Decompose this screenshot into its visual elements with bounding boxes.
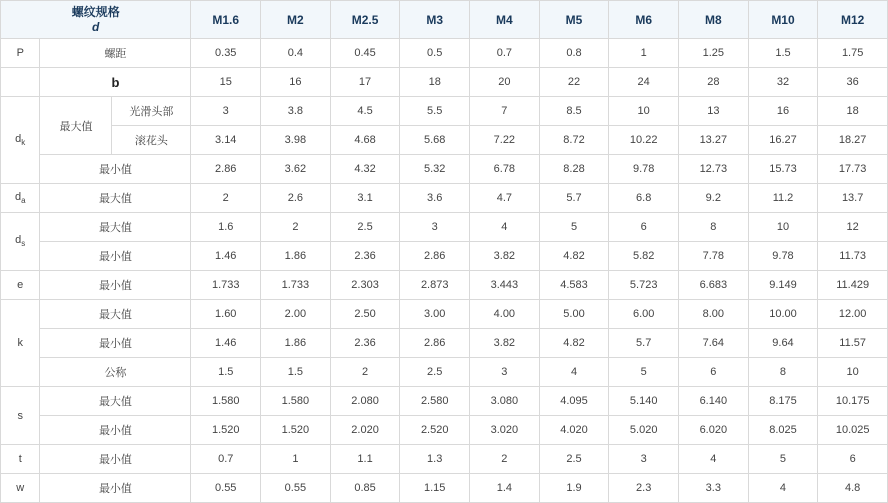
cell-value: 6.78	[470, 155, 540, 184]
table-row	[1, 39, 888, 68]
cell-value: 8.28	[539, 155, 609, 184]
table-row	[1, 97, 888, 126]
cell-value: 16	[748, 97, 818, 126]
row-sublabel: 最大值	[40, 184, 191, 213]
cell-value: 4.020	[539, 416, 609, 445]
cell-value: 11.57	[818, 329, 888, 358]
table-row	[1, 445, 888, 474]
cell-value: 4.82	[539, 242, 609, 271]
header-size-m6: M6	[609, 1, 679, 39]
row-group-label: 最大值	[40, 97, 112, 155]
cell-value: 17	[330, 68, 400, 97]
cell-value: 2	[330, 358, 400, 387]
row-label: t	[1, 445, 40, 474]
row-sublabel: 最大值	[40, 213, 191, 242]
cell-value: 4	[679, 445, 749, 474]
cell-value: 4.7	[470, 184, 540, 213]
row-sublabel: 最小值	[40, 445, 191, 474]
cell-value: 1.86	[261, 242, 331, 271]
row-label: w	[1, 474, 40, 503]
cell-value: 0.5	[400, 39, 470, 68]
cell-value: 4.82	[539, 329, 609, 358]
cell-value: 3.6	[400, 184, 470, 213]
cell-value: 18.27	[818, 126, 888, 155]
table-row	[1, 155, 888, 184]
row-label: k	[1, 300, 40, 387]
cell-value: 17.73	[818, 155, 888, 184]
row-sublabel: 最小值	[40, 329, 191, 358]
table-row	[1, 271, 888, 300]
row-sublabel: 最小值	[40, 271, 191, 300]
cell-value: 1.4	[470, 474, 540, 503]
cell-value: 6.683	[679, 271, 749, 300]
row-sublabel: 最大值	[40, 387, 191, 416]
cell-value: 11.73	[818, 242, 888, 271]
cell-value: 4.00	[470, 300, 540, 329]
cell-value: 2.6	[261, 184, 331, 213]
cell-value: 11.2	[748, 184, 818, 213]
cell-value: 4.68	[330, 126, 400, 155]
cell-value: 10.00	[748, 300, 818, 329]
cell-value: 3.3	[679, 474, 749, 503]
cell-value: 2.3	[609, 474, 679, 503]
cell-value: 7.78	[679, 242, 749, 271]
cell-value: 6	[609, 213, 679, 242]
header-size-m12: M12	[818, 1, 888, 39]
cell-value: 11.429	[818, 271, 888, 300]
cell-value: 10.025	[818, 416, 888, 445]
cell-value: 2.86	[400, 329, 470, 358]
cell-value: 2.36	[330, 329, 400, 358]
cell-value: 4.583	[539, 271, 609, 300]
cell-value: 9.78	[748, 242, 818, 271]
cell-value: 1.75	[818, 39, 888, 68]
row-label: s	[1, 387, 40, 445]
cell-value: 4.32	[330, 155, 400, 184]
table-row	[1, 358, 888, 387]
cell-value: 5.020	[609, 416, 679, 445]
cell-value: 12	[818, 213, 888, 242]
cell-value: 6.00	[609, 300, 679, 329]
row-label	[1, 68, 40, 97]
cell-value: 3.14	[191, 126, 261, 155]
cell-value: 13.27	[679, 126, 749, 155]
header-size-m5: M5	[539, 1, 609, 39]
cell-value: 0.4	[261, 39, 331, 68]
cell-value: 1.5	[191, 358, 261, 387]
cell-value: 10	[818, 358, 888, 387]
row-sublabel: 最小值	[40, 416, 191, 445]
cell-value: 13	[679, 97, 749, 126]
cell-value: 18	[400, 68, 470, 97]
cell-value: 6.140	[679, 387, 749, 416]
cell-value: 1.9	[539, 474, 609, 503]
table-header	[1, 1, 888, 39]
cell-value: 5	[539, 213, 609, 242]
cell-value: 1.15	[400, 474, 470, 503]
cell-value: 4	[748, 474, 818, 503]
header-size-m10: M10	[748, 1, 818, 39]
cell-value: 2.36	[330, 242, 400, 271]
cell-value: 36	[818, 68, 888, 97]
cell-value: 1.60	[191, 300, 261, 329]
header-size-m2: M2	[261, 1, 331, 39]
cell-value: 9.2	[679, 184, 749, 213]
cell-value: 8	[748, 358, 818, 387]
cell-value: 15	[191, 68, 261, 97]
cell-value: 6.8	[609, 184, 679, 213]
cell-value: 10.22	[609, 126, 679, 155]
cell-value: 9.149	[748, 271, 818, 300]
cell-value: 1.5	[261, 358, 331, 387]
row-sublabel: 最小值	[40, 155, 191, 184]
cell-value: 24	[609, 68, 679, 97]
row-sublabel: 螺距	[40, 39, 191, 68]
cell-value: 4	[470, 213, 540, 242]
cell-value: 1.520	[191, 416, 261, 445]
cell-value: 4.8	[818, 474, 888, 503]
row-sublabel: 光滑头部	[112, 97, 191, 126]
cell-value: 22	[539, 68, 609, 97]
cell-value: 1.733	[261, 271, 331, 300]
cell-value: 2.50	[330, 300, 400, 329]
cell-value: 5	[748, 445, 818, 474]
cell-value: 1.520	[261, 416, 331, 445]
row-sublabel: 最小值	[40, 242, 191, 271]
cell-value: 2.5	[539, 445, 609, 474]
cell-value: 2.5	[400, 358, 470, 387]
cell-value: 5	[609, 358, 679, 387]
table-row	[1, 68, 888, 97]
cell-value: 8.025	[748, 416, 818, 445]
cell-value: 5.7	[539, 184, 609, 213]
cell-value: 5.68	[400, 126, 470, 155]
header-size-m1_6: M1.6	[191, 1, 261, 39]
cell-value: 7	[470, 97, 540, 126]
cell-value: 2.020	[330, 416, 400, 445]
cell-value: 3.62	[261, 155, 331, 184]
cell-value: 6.020	[679, 416, 749, 445]
header-size-m2_5: M2.5	[330, 1, 400, 39]
row-sublabel: 滚花头	[112, 126, 191, 155]
cell-value: 1.46	[191, 329, 261, 358]
cell-value: 5.00	[539, 300, 609, 329]
cell-value: 1.1	[330, 445, 400, 474]
cell-value: 0.45	[330, 39, 400, 68]
cell-value: 7.64	[679, 329, 749, 358]
cell-value: 2	[261, 213, 331, 242]
cell-value: 1.5	[748, 39, 818, 68]
cell-value: 13.7	[818, 184, 888, 213]
table-row	[1, 126, 888, 155]
cell-value: 3	[470, 358, 540, 387]
cell-value: 3	[400, 213, 470, 242]
cell-value: 4.095	[539, 387, 609, 416]
cell-value: 9.78	[609, 155, 679, 184]
table-row	[1, 300, 888, 329]
cell-value: 3.080	[470, 387, 540, 416]
cell-value: 12.73	[679, 155, 749, 184]
cell-value: 10.175	[818, 387, 888, 416]
cell-value: 7.22	[470, 126, 540, 155]
cell-value: 3	[609, 445, 679, 474]
cell-value: 20	[470, 68, 540, 97]
cell-value: 1.580	[261, 387, 331, 416]
cell-value: 12.00	[818, 300, 888, 329]
cell-value: 6	[679, 358, 749, 387]
cell-value: 2.303	[330, 271, 400, 300]
row-sublabel: b	[40, 68, 191, 97]
cell-value: 3.98	[261, 126, 331, 155]
cell-value: 1.86	[261, 329, 331, 358]
cell-value: 0.85	[330, 474, 400, 503]
cell-value: 2.00	[261, 300, 331, 329]
cell-value: 2.080	[330, 387, 400, 416]
table-row	[1, 242, 888, 271]
cell-value: 1.25	[679, 39, 749, 68]
header-spec-line1: 螺纹规格	[71, 4, 120, 19]
cell-value: 8.175	[748, 387, 818, 416]
cell-value: 0.7	[470, 39, 540, 68]
header-size-m3: M3	[400, 1, 470, 39]
cell-value: 16.27	[748, 126, 818, 155]
cell-value: 6	[818, 445, 888, 474]
cell-value: 1	[609, 39, 679, 68]
table-row	[1, 213, 888, 242]
cell-value: 16	[261, 68, 331, 97]
table-row	[1, 387, 888, 416]
row-label: $d_a$	[1, 184, 40, 213]
cell-value: 32	[748, 68, 818, 97]
cell-value: 1	[261, 445, 331, 474]
cell-value: 8.5	[539, 97, 609, 126]
cell-value: 8.72	[539, 126, 609, 155]
cell-value: 15.73	[748, 155, 818, 184]
cell-value: 2.5	[330, 213, 400, 242]
cell-value: 5.140	[609, 387, 679, 416]
cell-value: 5.5	[400, 97, 470, 126]
header-size-m4: M4	[470, 1, 540, 39]
table-row	[1, 474, 888, 503]
cell-value: 2.873	[400, 271, 470, 300]
cell-value: 3.020	[470, 416, 540, 445]
header-size-m8: M8	[679, 1, 749, 39]
cell-value: 2.86	[400, 242, 470, 271]
cell-value: 9.64	[748, 329, 818, 358]
cell-value: 0.7	[191, 445, 261, 474]
cell-value: 10	[609, 97, 679, 126]
cell-value: 10	[748, 213, 818, 242]
row-sublabel: 最小值	[40, 474, 191, 503]
cell-value: 2	[191, 184, 261, 213]
cell-value: 1.46	[191, 242, 261, 271]
cell-value: 5.7	[609, 329, 679, 358]
cell-value: 8.00	[679, 300, 749, 329]
cell-value: 18	[818, 97, 888, 126]
cell-value: 3.8	[261, 97, 331, 126]
cell-value: 2.520	[400, 416, 470, 445]
cell-value: 5.723	[609, 271, 679, 300]
cell-value: 4	[539, 358, 609, 387]
row-label: $d_s$	[1, 213, 40, 271]
cell-value: 4.5	[330, 97, 400, 126]
cell-value: 0.8	[539, 39, 609, 68]
row-label: P	[1, 39, 40, 68]
cell-value: 2.86	[191, 155, 261, 184]
cell-value: 28	[679, 68, 749, 97]
row-label: $d_k$	[1, 97, 40, 184]
header-spec-cell	[1, 1, 191, 39]
table-row	[1, 329, 888, 358]
cell-value: 8	[679, 213, 749, 242]
cell-value: 0.55	[191, 474, 261, 503]
table-body	[1, 39, 888, 503]
cell-value: 3.1	[330, 184, 400, 213]
cell-value: 0.55	[261, 474, 331, 503]
header-spec-line2: d	[92, 19, 100, 34]
cell-value: 3.00	[400, 300, 470, 329]
row-label: e	[1, 271, 40, 300]
cell-value: 2	[470, 445, 540, 474]
cell-value: 1.580	[191, 387, 261, 416]
cell-value: 1.3	[400, 445, 470, 474]
cell-value: 0.35	[191, 39, 261, 68]
header-row	[1, 1, 888, 39]
cell-value: 5.32	[400, 155, 470, 184]
cell-value: 3.82	[470, 329, 540, 358]
row-sublabel: 公称	[40, 358, 191, 387]
cell-value: 1.6	[191, 213, 261, 242]
table-row	[1, 416, 888, 445]
cell-value: 3	[191, 97, 261, 126]
cell-value: 3.82	[470, 242, 540, 271]
cell-value: 1.733	[191, 271, 261, 300]
row-sublabel: 最大值	[40, 300, 191, 329]
cell-value: 5.82	[609, 242, 679, 271]
cell-value: 2.580	[400, 387, 470, 416]
cell-value: 3.443	[470, 271, 540, 300]
table-row	[1, 184, 888, 213]
